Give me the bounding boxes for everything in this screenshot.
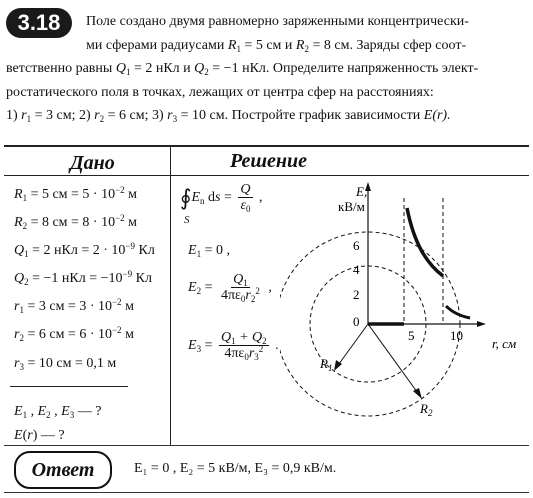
exp: −2 — [111, 297, 122, 307]
den: 4πε — [224, 346, 245, 361]
exp: −2 — [115, 185, 125, 195]
symbol-R2: R — [295, 37, 305, 53]
given-find-rule — [10, 386, 128, 387]
den: 4πε — [220, 288, 241, 303]
x-axis-title: r, см — [492, 336, 517, 351]
r2-value: = 6 см; 3) — [104, 108, 168, 123]
exp: −9 — [125, 241, 135, 251]
problem-line-2: ми сферами радиусами — [86, 37, 225, 53]
x-tick-5: 5 — [408, 328, 415, 343]
y-tick-4: 4 — [353, 262, 360, 277]
symbol-E-of-r: E(r). — [423, 108, 451, 123]
R2-value: = 8 см. Заряды сфер соот- — [308, 37, 467, 53]
problem-line-3: ветственно равны — [6, 61, 116, 76]
given-Q1-text: = 2 нКл = 2 · 10 — [32, 243, 126, 258]
solution-header: Решение — [230, 150, 308, 172]
given-r3-text: = 10 см = 0,1 м — [27, 356, 117, 371]
formula-E1: $E_1 = 0$ , — [188, 243, 230, 259]
Q1-value: = 2 нКл и — [130, 61, 195, 76]
problem-line-1: Поле создано двумя равномерно заряженными концентрически- — [86, 14, 469, 29]
label-R1: $R_1$ — [320, 356, 333, 373]
unit: м — [121, 327, 134, 342]
find-mark: — ? — [40, 428, 65, 443]
x-axis-arrow — [477, 321, 486, 327]
y-tick-6: 6 — [353, 238, 360, 253]
sub: 1 — [125, 67, 131, 77]
R1-value: = 5 см и — [240, 37, 296, 53]
given-R2-text: = 8 см = 8 · 10 — [30, 215, 116, 230]
find-mark: — ? — [77, 404, 102, 419]
Q2-value: = −1 нКл. Определите напряженность элект- — [208, 61, 479, 76]
radius-R1-line — [336, 324, 368, 368]
num-plus: + Q — [235, 330, 263, 345]
problem-number: 3.18 — [17, 10, 61, 35]
radius-R2-arrow — [413, 388, 422, 399]
num: Q — [240, 182, 251, 197]
symbol-r2: r — [94, 108, 100, 123]
symbol-r3: r — [167, 108, 173, 123]
r1-value: = 3 см; 2) — [31, 108, 95, 123]
sub: 1 — [26, 114, 32, 124]
find-E-values: $E_1$ , $E_2$ , $E_3$ — ? — [14, 404, 102, 420]
sub: 2 — [204, 67, 209, 77]
header-rule — [4, 175, 529, 176]
exp: −9 — [122, 269, 133, 279]
given-r2-text: = 6 см = 6 · 10 — [27, 327, 112, 342]
formula-E2: $E_2$ = $\frac{Q_1}{4\pi\varepsilon_0r_2^2}$ , — [188, 272, 272, 304]
symbol-r1: r — [21, 108, 27, 123]
unit: м — [124, 215, 138, 230]
unit: Кл — [134, 243, 155, 258]
sub: 2 — [304, 43, 309, 54]
answer-label-box — [14, 451, 112, 489]
exp: −2 — [115, 213, 125, 223]
column-divider — [170, 147, 171, 445]
symbol-Q2: Q — [194, 61, 205, 76]
y-axis-title: E, — [356, 184, 368, 199]
unit: м — [121, 299, 134, 314]
x-tick-10: 10 — [450, 328, 463, 343]
problem-line-5: 1) — [6, 108, 22, 123]
given-R1-text: = 5 см = 5 · 10 — [30, 187, 116, 202]
top-rule — [4, 145, 529, 147]
num: Q — [220, 330, 232, 345]
sub: 1 — [236, 43, 241, 54]
field-graph — [280, 178, 530, 443]
E-decay-curve-2 — [446, 306, 470, 318]
given-r2: $r_2 = 6$ см = $6 \cdot 10^{-2}$ м — [14, 325, 134, 343]
symbol-R1: R — [227, 37, 237, 53]
answer-label: Ответ — [31, 458, 95, 481]
sub: 2 — [99, 114, 105, 124]
given-Q1: $Q_1 = 2$ нКл = $2 \cdot 10^{-9}$ Кл — [14, 241, 155, 259]
problem-line-4: ростатического поля в точках, лежащих от центра сфер на расстояниях: — [6, 84, 434, 100]
gauss-fraction: $\frac{Q}{\varepsilon_0}$ — [240, 182, 251, 214]
unit: м — [124, 187, 138, 202]
y-axis-unit: кВ/м — [338, 199, 365, 214]
y-tick-2: 2 — [353, 287, 360, 302]
den: ε — [240, 198, 246, 213]
gauss-law-formula: $∮E_n$ ds = $\frac{Q}{\varepsilon_0}$ , S — [180, 182, 263, 226]
given-r3: $r_3 = 10$ см = 0,1 м — [14, 356, 117, 372]
num: Q — [233, 272, 244, 287]
given-header: Дано — [70, 152, 115, 174]
formula-E3: $E_3$ = $\frac{Q_1 + Q_2}{4\pi\varepsilon_0r_3^2}$ . — [188, 330, 279, 362]
given-R1: $R_1 = 5$ см = $5 \cdot 10^{-2}$ м — [14, 185, 138, 203]
problem-statement — [6, 10, 526, 128]
given-Q2-text: = −1 нКл = −10 — [32, 271, 123, 286]
exp: −2 — [111, 325, 122, 335]
answer-text: E₁ = 0 , E₂ = 5 кВ/м, E₃ = 0,9 кВ/м. — [134, 461, 337, 476]
E-decay-curve-1 — [407, 208, 443, 276]
r3-value: = 10 см. Постройте график зависимости — [177, 108, 424, 123]
given-R2: $R_2 = 8$ см = $8 \cdot 10^{-2}$ м — [14, 213, 138, 231]
unit: Кл — [132, 271, 152, 286]
find-E-of-r: E(r) — ? — [14, 428, 65, 443]
given-r1: $r_1 = 3$ см = $3 \cdot 10^{-2}$ м — [14, 297, 134, 315]
sub: 3 — [172, 114, 178, 124]
y-tick-0: 0 — [353, 314, 360, 329]
label-R2: $R_2$ — [420, 401, 433, 418]
symbol-Q1: Q — [115, 61, 126, 76]
given-Q2: $Q_2 = -1$ нКл = $-10^{-9}$ Кл — [14, 269, 152, 287]
E1-value: = 0 , — [201, 243, 230, 258]
given-r1-text: = 3 см = 3 · 10 — [27, 299, 112, 314]
